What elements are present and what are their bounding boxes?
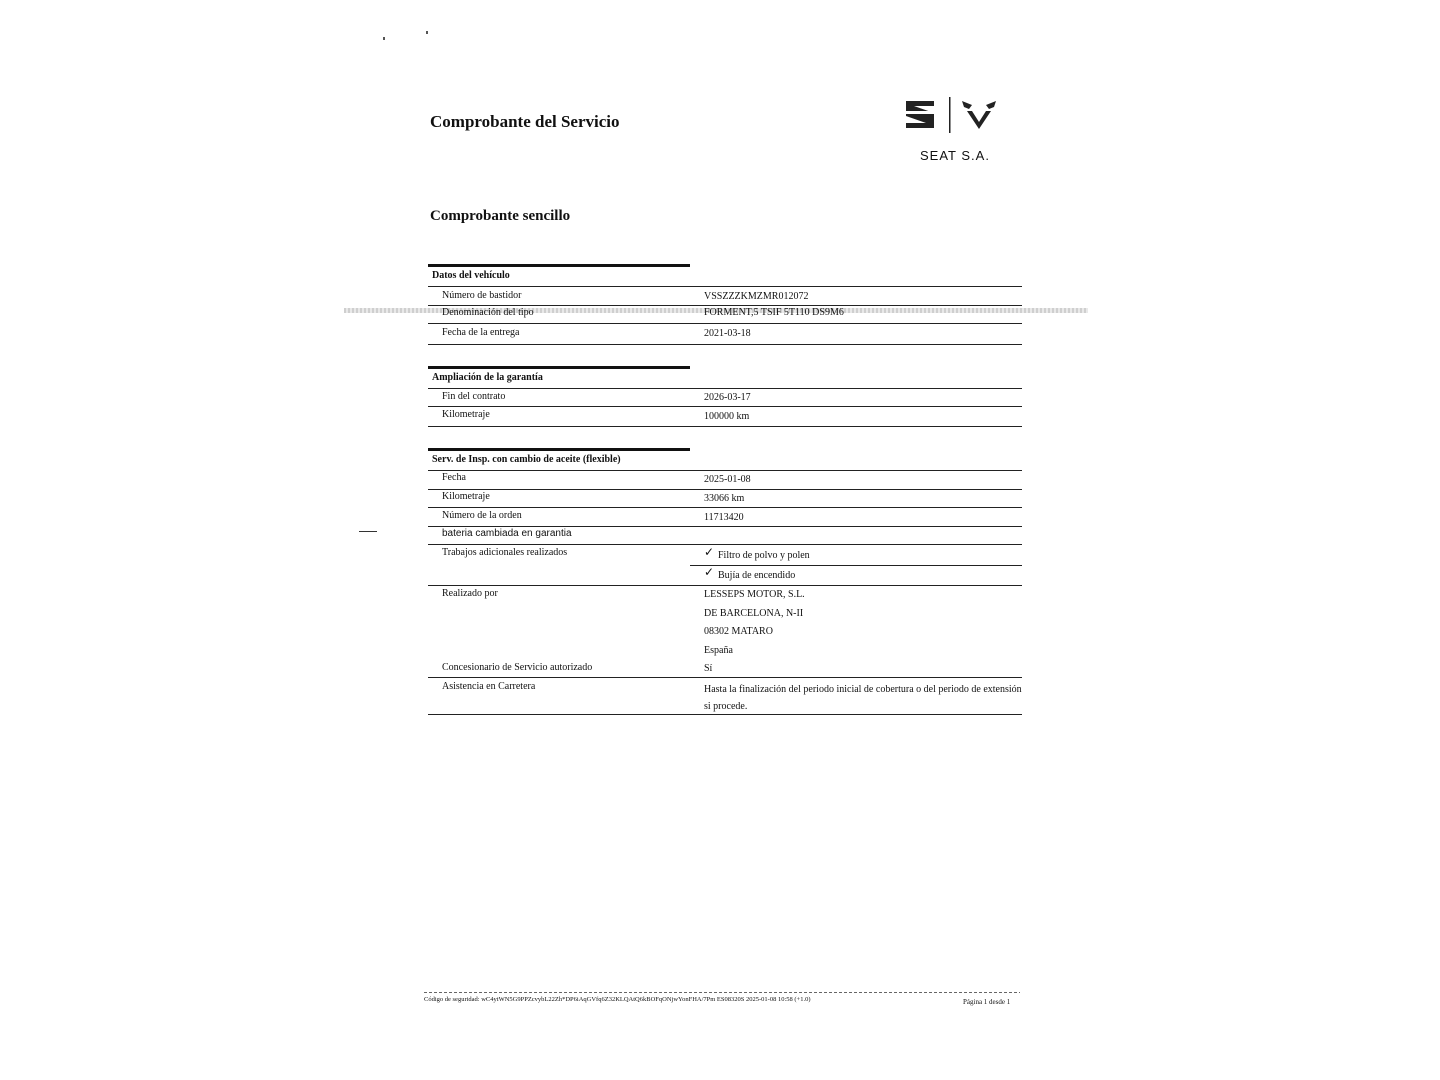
dealer-name: LESSEPS MOTOR, S.L. [704, 589, 805, 600]
section-bar [428, 448, 690, 451]
cupra-logo-icon [962, 101, 996, 129]
row-divider [428, 305, 1022, 306]
brand-logos [900, 95, 1000, 135]
vin-label: Número de bastidor [442, 290, 522, 301]
roadside-value-line2: si procede. [704, 701, 748, 712]
margin-dash [359, 531, 377, 532]
footer-divider [424, 992, 1020, 993]
authorized-dealer-label: Concesionario de Servicio autorizado [442, 662, 593, 673]
service-km-label: Kilometraje [442, 491, 490, 502]
row-divider [428, 544, 1022, 545]
row-divider [428, 323, 1022, 324]
row-divider [690, 565, 1022, 566]
contract-end-value: 2026-03-17 [704, 392, 751, 403]
additional-item: Bujía de encendido [718, 570, 796, 581]
service-section-title: Serv. de Insp. con cambio de aceite (flexible) [432, 454, 621, 465]
document-title: Comprobante del Servicio [430, 112, 620, 131]
type-label: Denominación del tipo [442, 307, 534, 318]
roadside-value-line1: Hasta la finalización del periodo inicial de cobertura o del periodo de extensión [704, 684, 1022, 695]
row-divider [428, 585, 1022, 586]
additional-work-label: Trabajos adicionales realizados [442, 547, 568, 558]
page-number: Página 1 desde 1 [963, 998, 1011, 1006]
contract-end-label: Fin del contrato [442, 391, 506, 402]
row-divider [428, 388, 1022, 389]
vehicle-section-title: Datos del vehículo [432, 270, 510, 281]
row-divider [428, 526, 1022, 527]
section-bar [428, 366, 690, 369]
row-divider [428, 677, 1022, 678]
row-divider [428, 426, 1022, 427]
order-number-label: Número de la orden [442, 510, 522, 521]
scan-speck [426, 31, 428, 34]
row-divider [428, 406, 1022, 407]
delivery-date-label: Fecha de la entrega [442, 327, 520, 338]
row-divider [428, 344, 1022, 345]
type-value: FORMENT,5 TSIF 5T110 DS9M6 [704, 307, 844, 318]
seat-logo-icon [906, 101, 934, 128]
dealer-city: 08302 MATARO [704, 626, 773, 637]
order-number-value: 11713420 [704, 512, 744, 523]
row-divider [428, 470, 1022, 471]
row-divider [428, 507, 1022, 508]
dealer-country: España [704, 645, 733, 656]
checkmark-icon: ✓ [704, 545, 715, 559]
row-divider [428, 714, 1022, 715]
logo-divider [949, 97, 951, 133]
company-name: SEAT S.A. [920, 148, 990, 163]
delivery-date-value: 2021-03-18 [704, 328, 751, 339]
warranty-section-title: Ampliación de la garantía [432, 372, 543, 383]
service-date-value: 2025-01-08 [704, 474, 751, 485]
scan-speck [383, 37, 385, 40]
security-code: Código de seguridad: wC4ytWN5G9PPZcvybL22Zh*DP6iAqGVfq6Z32KLQAtQ6kBOFqONjwYonFHA/7Pm ES08320S 2025-01-08 10:58 (+1.0) [424, 996, 811, 1003]
section-bar [428, 264, 690, 267]
service-date-label: Fecha [442, 472, 466, 483]
document-subtitle: Comprobante sencillo [430, 208, 571, 224]
service-km-value: 33066 km [704, 493, 745, 504]
authorized-dealer-value: Sí [704, 663, 713, 674]
warranty-km-value: 100000 km [704, 411, 750, 422]
performed-by-label: Realizado por [442, 588, 498, 599]
dealer-address: DE BARCELONA, N-II [704, 608, 804, 619]
row-divider [428, 489, 1022, 490]
service-note: bateria cambiada en garantia [442, 528, 572, 539]
checkmark-icon: ✓ [704, 565, 715, 579]
roadside-label: Asistencia en Carretera [442, 681, 536, 692]
additional-item: Filtro de polvo y polen [718, 550, 810, 561]
vin-value: VSSZZZKMZMR012072 [704, 291, 809, 302]
row-divider [428, 286, 1022, 287]
warranty-km-label: Kilometraje [442, 409, 490, 420]
